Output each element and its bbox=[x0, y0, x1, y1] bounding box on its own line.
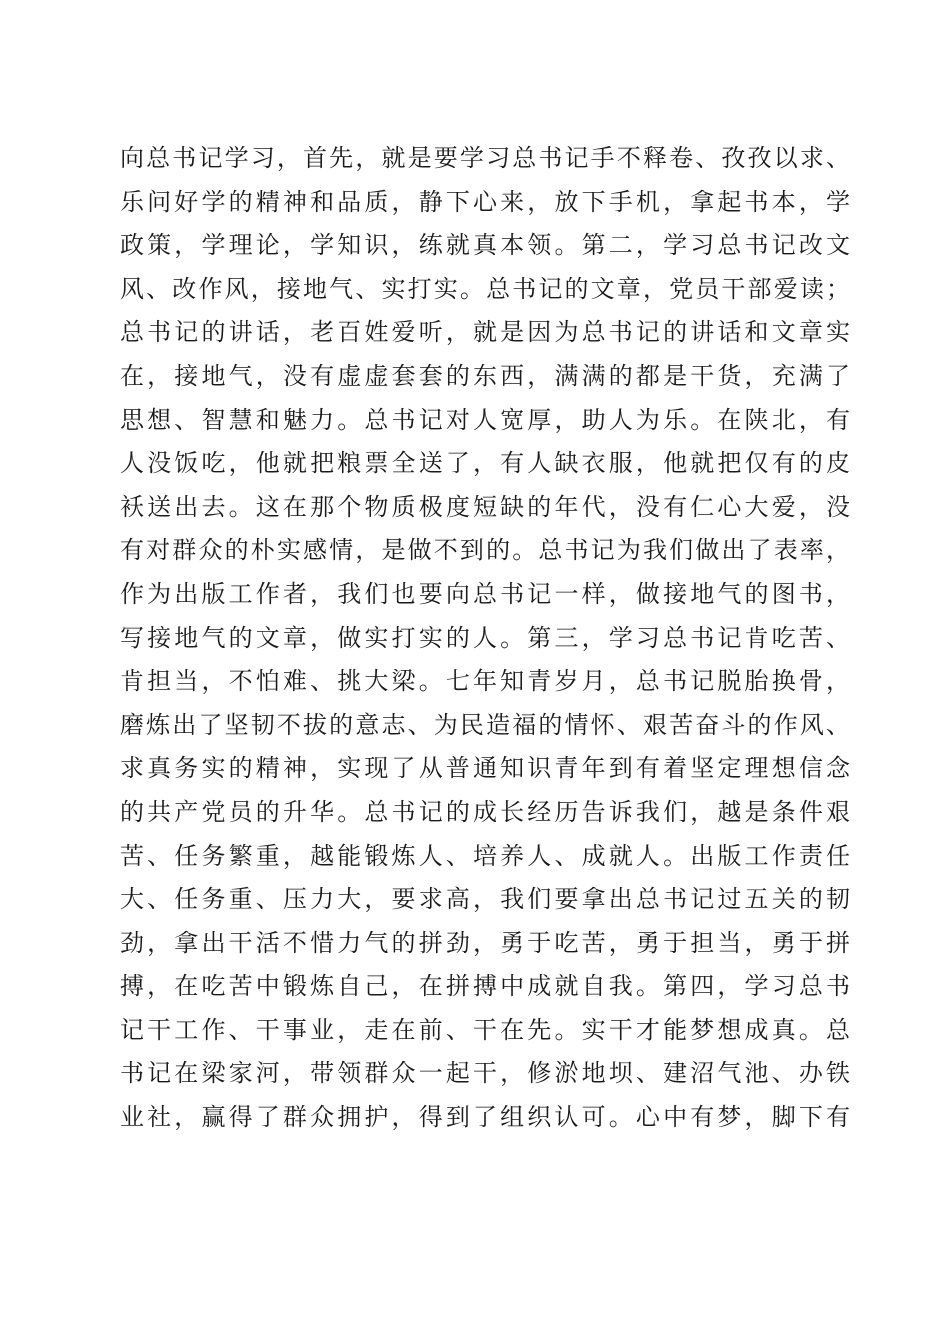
text-line: 总书记的讲话，老百姓爱听，就是因为总书记的讲话和文章实 bbox=[120, 318, 850, 347]
text-line: 有对群众的朴实感情，是做不到的。总书记为我们做出了表率， bbox=[120, 536, 850, 565]
text-line: 袄送出去。这在那个物质极度短缺的年代，没有仁心大爱，没 bbox=[120, 492, 850, 521]
text-line: 向总书记学习，首先，就是要学习总书记手不释卷、孜孜以求、 bbox=[120, 144, 850, 172]
body-text bbox=[120, 137, 850, 1140]
text-line: 大、任务重、压力大，要求高，我们要拿出总书记过五关的韧 bbox=[120, 885, 850, 914]
text-line: 乐问好学的精神和品质，静下心来，放下手机，拿起书本，学 bbox=[120, 187, 850, 216]
text-line: 写接地气的文章，做实打实的人。第三，学习总书记肯吃苦、 bbox=[120, 623, 850, 652]
text-line: 求真务实的精神，实现了从普通知识青年到有着坚定理想信念 bbox=[120, 754, 850, 783]
text-line: 苦、任务繁重，越能锻炼人、培养人、成就人。出版工作责任 bbox=[120, 841, 850, 870]
text-line: 肯担当，不怕难、挑大梁。七年知青岁月，总书记脱胎换骨， bbox=[120, 667, 850, 696]
text-line: 人没饭吃，他就把粮票全送了，有人缺衣服，他就把仅有的皮 bbox=[120, 449, 850, 478]
text-line: 劲，拿出干活不惜力气的拼劲，勇于吃苦，勇于担当，勇于拼 bbox=[120, 928, 850, 957]
text-line: 政策，学理论，学知识，练就真本领。第二，学习总书记改文 bbox=[120, 231, 850, 260]
text-line: 的共产党员的升华。总书记的成长经历告诉我们，越是条件艰 bbox=[120, 797, 850, 826]
text-line: 业社，赢得了群众拥护，得到了组织认可。心中有梦，脚下有 bbox=[120, 1103, 850, 1132]
text-line: 搏，在吃苦中锻炼自己，在拼搏中成就自我。第四，学习总书 bbox=[120, 972, 850, 1001]
text-line: 在，接地气，没有虚虚套套的东西，满满的都是干货，充满了 bbox=[120, 361, 850, 390]
text-line: 记干工作、干事业，走在前、干在先。实干才能梦想成真。总 bbox=[120, 1015, 850, 1044]
text-line: 磨炼出了坚韧不拔的意志、为民造福的情怀、艰苦奋斗的作风、 bbox=[120, 710, 850, 739]
text-line: 作为出版工作者，我们也要向总书记一样，做接地气的图书， bbox=[120, 579, 850, 608]
text-line: 思想、智慧和魅力。总书记对人宽厚，助人为乐。在陕北，有 bbox=[120, 405, 850, 434]
text-line: 风、改作风，接地气、实打实。总书记的文章，党员干部爱读； bbox=[120, 274, 850, 303]
text-line: 书记在梁家河，带领群众一起干，修淤地坝、建沼气池、办铁 bbox=[120, 1059, 850, 1088]
